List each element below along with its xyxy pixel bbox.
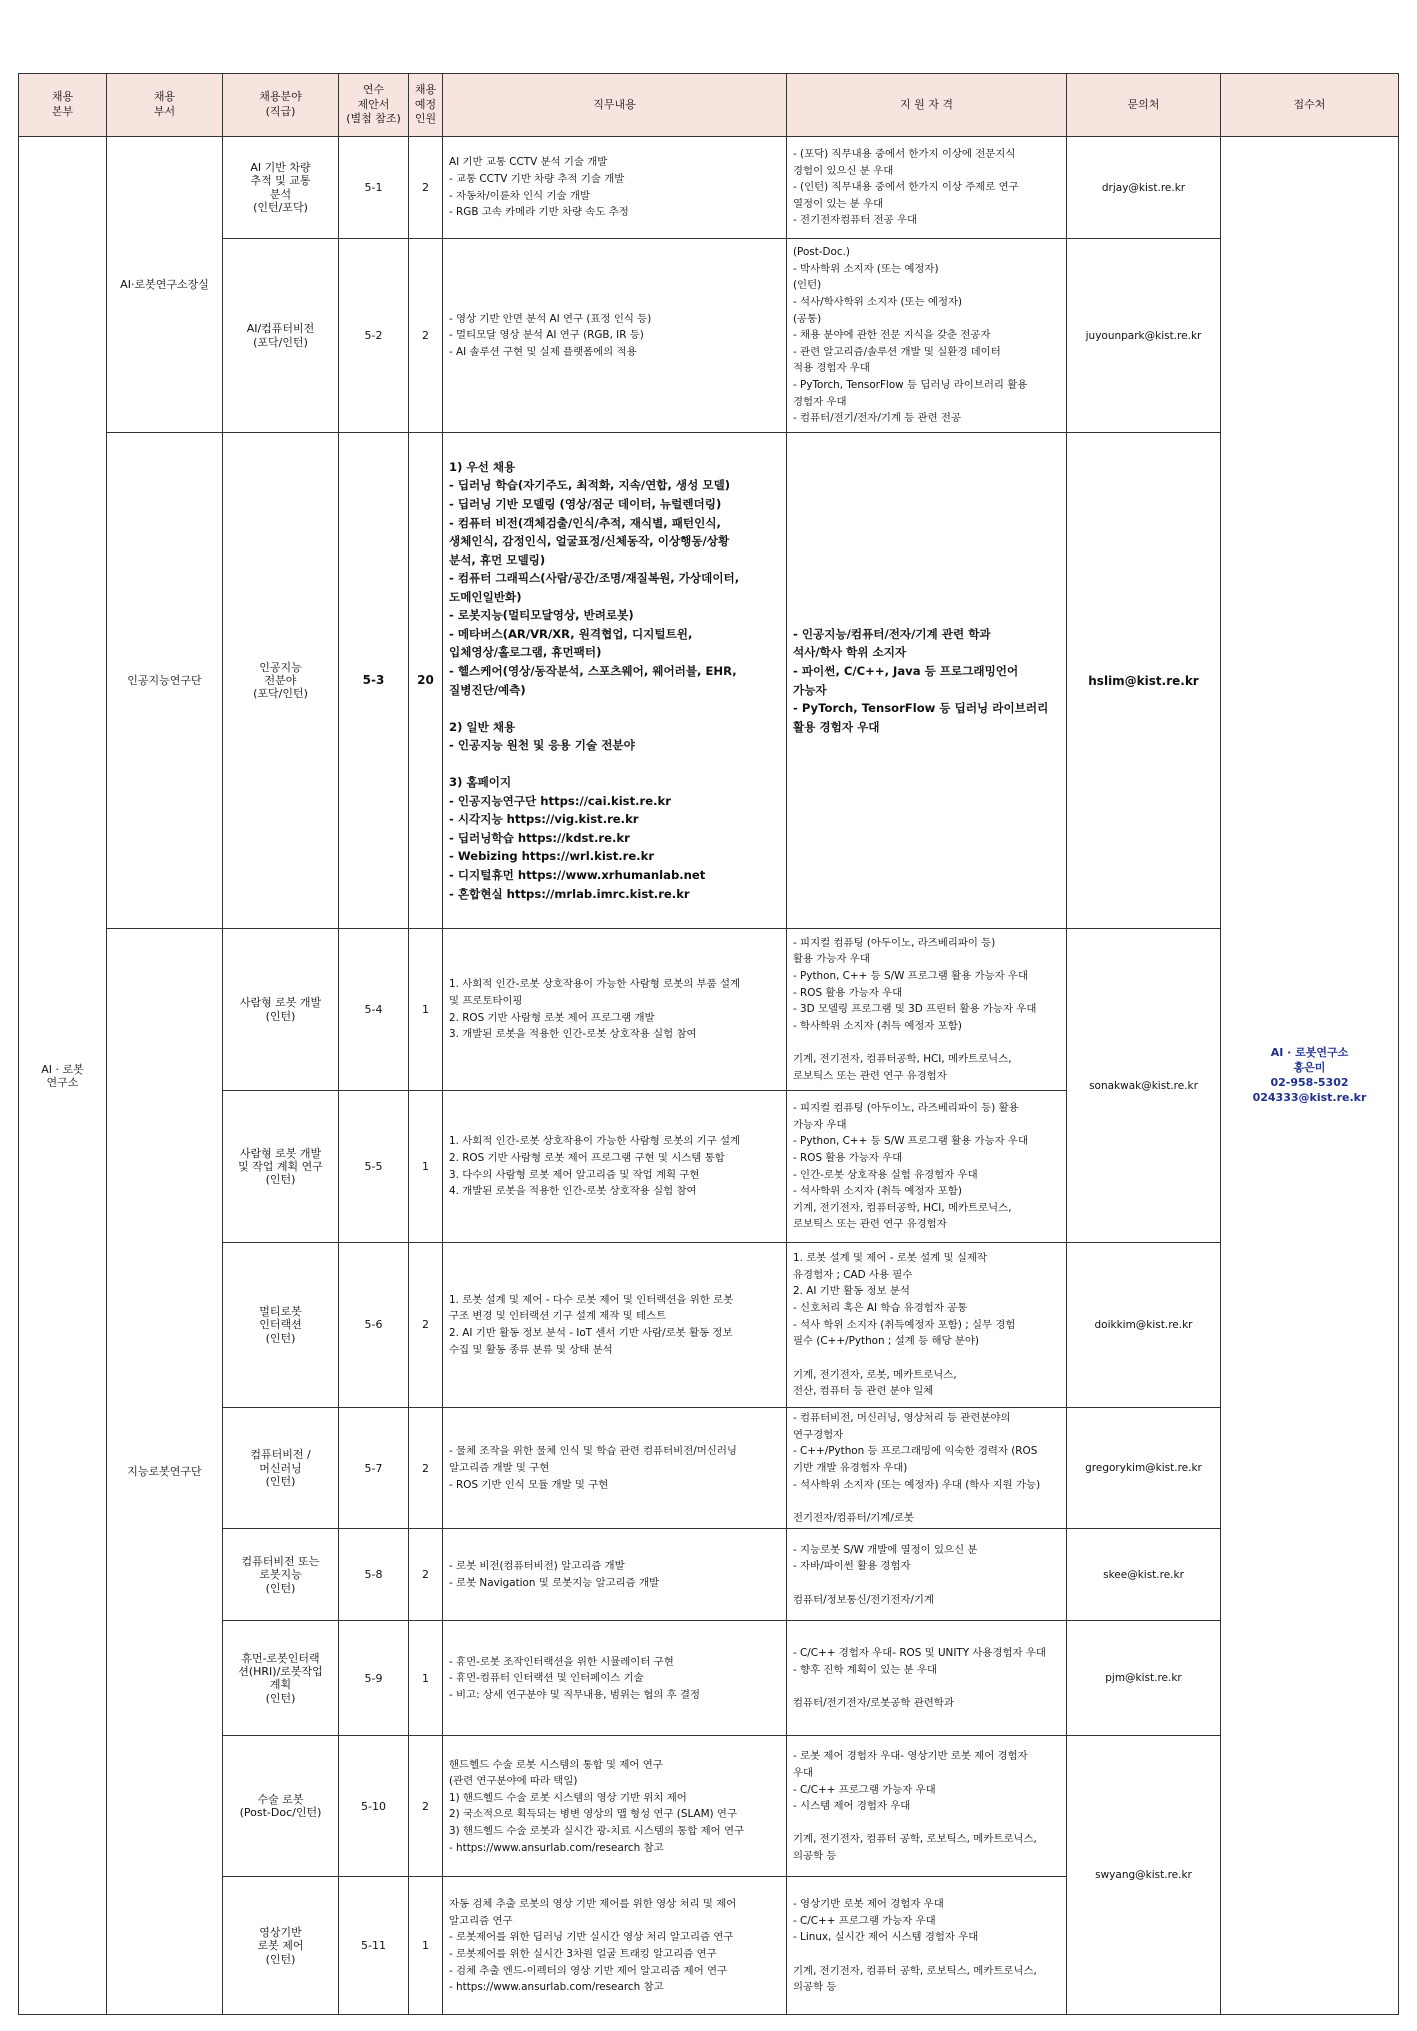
field-cell: 사람형 로봇 개발 (인턴) — [223, 929, 339, 1091]
division-cell: AI · 로봇 연구소 — [19, 137, 107, 2015]
qualification-cell: - 로봇 제어 경험자 우대- 영상기반 로봇 제어 경험자 우대 - C/C++ 프로그램 가능자 우대 - 시스템 제어 경험자 우대 기계, 전기전자, 컴퓨터 공학, 로보틱스, 메카트로닉스, 의공학 등 — [787, 1736, 1067, 1877]
duties-cell: 1. 사회적 인간-로봇 상호작용이 가능한 사람형 로봇의 기구 설계 2. ROS 기반 사람형 로봇 제어 프로그램 구현 및 시스템 통합 3. 다수의 사람형 로봇 제어 알고리즘 및 작업 계획 구현 4. 개발된 로봇을 적용한 인간-로봇 상호작용 실험 참여 — [443, 1091, 787, 1243]
duties-cell: - 영상 기반 안면 분석 AI 연구 (표정 인식 등) - 멀티모달 영상 분석 AI 연구 (RGB, IR 등) - AI 솔루션 구현 및 실제 플랫폼에의 적용 — [443, 239, 787, 433]
contact-email[interactable]: gregorykim@kist.re.kr — [1067, 1408, 1221, 1529]
header-receipt: 접수처 — [1221, 74, 1399, 137]
table-row — [19, 137, 1399, 239]
duties-cell: - 로봇 비전(컴퓨터비전) 알고리즘 개발 - 로봇 Navigation 및 로봇지능 알고리즘 개발 — [443, 1529, 787, 1621]
count-cell: 2 — [409, 1243, 443, 1408]
header-contact: 문의처 — [1067, 74, 1221, 137]
header-proposal: 연수 제안서 (별첨 참조) — [339, 74, 409, 137]
table-row — [19, 433, 1399, 929]
code-cell: 5-11 — [339, 1877, 409, 2015]
table-row — [19, 1408, 1399, 1529]
contact-email[interactable]: juyounpark@kist.re.kr — [1067, 239, 1221, 433]
code-cell: 5-4 — [339, 929, 409, 1091]
count-cell: 1 — [409, 929, 443, 1091]
field-cell: 영상기반 로봇 제어 (인턴) — [223, 1877, 339, 2015]
count-cell: 2 — [409, 1736, 443, 1877]
header-division: 채용 본부 — [19, 74, 107, 137]
code-cell: 5-3 — [339, 433, 409, 929]
field-cell: AI/컴퓨터비전 (포닥/인턴) — [223, 239, 339, 433]
duties-cell: 1) 우선 채용 - 딥러닝 학습(자기주도, 최적화, 지속/연합, 생성 모델) - 딥러닝 기반 모델링 (영상/점군 데이터, 뉴럴렌더링) - 컴퓨터 비전(객체검출/인식/추적, 재식별, 패턴인식, 생체인식, 감정인식, 얼굴표정/신체동작, 이상행동/상황 분석, 휴먼 모델링) - 컴퓨터 그래픽스(사람/공간/조명/재질복원, 가상데이터, 도메인일반화) - 로봇지능(멀티모달영상, 반려로봇) - 메타버스(AR/VR/XR, 원격협업, 디지털트윈, 입체영상/홀로그램, 휴먼팩터) - 헬스케어(영상/동작분석, 스포츠웨어, 웨어러블, EHR, 질병진단/예측) 2) 일반 채용 - 인공지능 원천 및 응용 기술 전분야 3) 홈페이지 - 인공지능연구단 https://cai.kist.re.kr - 시각지능 https://vig.kist.re.kr - 딥러닝학습 https://kdst.re.kr - Webizing https://wrl.kist.re.kr - 디지털휴먼 https://www.xrhumanlab.net - 혼합현실 https://mrlab.imrc.kist.re.kr — [443, 433, 787, 929]
contact-email[interactable]: hslim@kist.re.kr — [1067, 433, 1221, 929]
contact-email[interactable]: pjm@kist.re.kr — [1067, 1621, 1221, 1736]
count-cell: 2 — [409, 239, 443, 433]
table-row — [19, 1243, 1399, 1408]
dept-cell: 지능로봇연구단 — [107, 929, 223, 2015]
header-dept: 채용 부서 — [107, 74, 223, 137]
qualification-cell: - 컴퓨터비전, 머신러닝, 영상처리 등 관련분야의 연구경험자 - C++/Python 등 프로그래밍에 익숙한 경력자 (ROS 기반 개발 유경험자 우대) - 석사학위 소지자 (또는 예정자) 우대 (학사 지원 가능) 전기전자/컴퓨터/기계/로봇 — [787, 1408, 1067, 1529]
qualification-cell: - 영상기반 로봇 제어 경험자 우대 - C/C++ 프로그램 가능자 우대 - Linux, 실시간 제어 시스템 경험자 우대 기계, 전기전자, 컴퓨터 공학, 로보틱스, 메카트로닉스, 의공학 등 — [787, 1877, 1067, 2015]
duties-cell: - 물체 조작을 위한 물체 인식 및 학습 관련 컴퓨터비전/머신러닝 알고리즘 개발 및 구현 - ROS 기반 인식 모듈 개발 및 구현 — [443, 1408, 787, 1529]
contact-email[interactable]: sonakwak@kist.re.kr — [1067, 929, 1221, 1243]
field-cell: 수술 로봇 (Post-Doc/인턴) — [223, 1736, 339, 1877]
qualification-cell: - 지능로봇 S/W 개발에 열정이 있으신 분 - 자바/파이썬 활용 경험자 컴퓨터/정보통신/전기전자/기계 — [787, 1529, 1067, 1621]
code-cell: 5-1 — [339, 137, 409, 239]
count-cell: 1 — [409, 1621, 443, 1736]
code-cell: 5-8 — [339, 1529, 409, 1621]
field-cell: 인공지능 전분야 (포닥/인턴) — [223, 433, 339, 929]
count-cell: 1 — [409, 1877, 443, 2015]
table-row — [19, 1621, 1399, 1736]
field-cell: AI 기반 차량 추적 및 교통 분석 (인턴/포닥) — [223, 137, 339, 239]
count-cell: 2 — [409, 137, 443, 239]
field-cell: 멀티로봇 인터랙션 (인턴) — [223, 1243, 339, 1408]
qualification-cell: - (포닥) 직무내용 중에서 한가지 이상에 전문지식 경험이 있으신 분 우대 - (인턴) 직무내용 중에서 한가지 이상 주제로 연구 열정이 있는 분 우대 - 전기전자컴퓨터 전공 우대 — [787, 137, 1067, 239]
duties-cell: 1. 로봇 설계 및 제어 - 다수 로봇 제어 및 인터랙션을 위한 로봇 구조 변경 및 인터랙션 기구 설계 제작 및 테스트 2. AI 기반 활동 정보 분석 - IoT 센서 기반 사람/로봇 활동 정보 수집 및 활동 종류 분류 및 상태 분석 — [443, 1243, 787, 1408]
field-cell: 컴퓨터비전 / 머신러닝 (인턴) — [223, 1408, 339, 1529]
code-cell: 5-10 — [339, 1736, 409, 1877]
code-cell: 5-7 — [339, 1408, 409, 1529]
field-cell: 컴퓨터비전 또는 로봇지능 (인턴) — [223, 1529, 339, 1621]
field-cell: 사람형 로봇 개발 및 작업 계획 연구 (인턴) — [223, 1091, 339, 1243]
receipt-cell: AI · 로봇연구소 홍은미 02-958-5302 024333@kist.re.kr — [1221, 137, 1399, 2015]
duties-cell: 1. 사회적 인간-로봇 상호작용이 가능한 사람형 로봇의 부품 설계 및 프로토타이핑 2. ROS 기반 사람형 로봇 제어 프로그램 개발 3. 개발된 로봇을 적용한 인간-로봇 상호작용 실험 참여 — [443, 929, 787, 1091]
header-row — [19, 74, 1399, 137]
header-field: 채용분야 (직급) — [223, 74, 339, 137]
duties-cell: 자동 검체 추출 로봇의 영상 기반 제어를 위한 영상 처리 및 제어 알고리즘 연구 - 로봇제어를 위한 딥러닝 기반 실시간 영상 처리 알고리즘 연구 - 로봇제어를 위한 실시간 3차원 얼굴 트래킹 알고리즘 연구 - 검체 추출 엔드-이펙터의 영상 기반 제어 알고리즘 제어 연구 - https://www.ansurlab.com/research 참고 — [443, 1877, 787, 2015]
qualification-cell: (Post-Doc.) - 박사학위 소지자 (또는 예정자) (인턴) - 석사/학사학위 소지자 (또는 예정자) (공통) - 채용 분야에 관한 전문 지식을 갖춘 전공자 - 관련 알고리즘/솔루션 개발 및 실환경 데이터 적용 경험자 우대 - PyTorch, TensorFlow 등 딥러닝 라이브러리 활용 경험자 우대 - 컴퓨터/전기/전자/기계 등 관련 전공 — [787, 239, 1067, 433]
contact-email[interactable]: skee@kist.re.kr — [1067, 1529, 1221, 1621]
contact-email[interactable]: swyang@kist.re.kr — [1067, 1736, 1221, 2015]
table-row — [19, 929, 1399, 1091]
field-cell: 휴먼-로봇인터랙 션(HRI)/로봇작업 계획 (인턴) — [223, 1621, 339, 1736]
qualification-cell: - 피지컬 컴퓨팅 (아두이노, 라즈베리파이 등) 활용 가능자 우대 - Python, C++ 등 S/W 프로그램 활용 가능자 우대 - ROS 활용 가능자 우대 - 3D 모델링 프로그램 및 3D 프린터 활용 가능자 우대 - 학사학위 소지자 (취득 예정자 포함) 기계, 전기전자, 컴퓨터공학, HCI, 메카트로닉스, 로보틱스 또는 관련 연구 유경험자 — [787, 929, 1067, 1091]
qualification-cell: - C/C++ 경험자 우대- ROS 및 UNITY 사용경험자 우대 - 향후 진학 계획이 있는 분 우대 컴퓨터/전기전자/로봇공학 관련학과 — [787, 1621, 1067, 1736]
dept-cell: AI·로봇연구소장실 — [107, 137, 223, 433]
code-cell: 5-5 — [339, 1091, 409, 1243]
count-cell: 2 — [409, 1408, 443, 1529]
table-row — [19, 1736, 1399, 1877]
table-row — [19, 239, 1399, 433]
contact-email[interactable]: drjay@kist.re.kr — [1067, 137, 1221, 239]
code-cell: 5-2 — [339, 239, 409, 433]
header-qualification: 지 원 자 격 — [787, 74, 1067, 137]
header-count: 채용 예정 인원 — [409, 74, 443, 137]
code-cell: 5-6 — [339, 1243, 409, 1408]
count-cell: 20 — [409, 433, 443, 929]
qualification-cell: - 인공지능/컴퓨터/전자/기계 관련 학과 석사/학사 학위 소지자 - 파이썬, C/C++, Java 등 프로그래밍언어 가능자 - PyTorch, TensorFlow 등 딥러닝 라이브러리 활용 경험자 우대 — [787, 433, 1067, 929]
code-cell: 5-9 — [339, 1621, 409, 1736]
dept-cell: 인공지능연구단 — [107, 433, 223, 929]
recruitment-table — [18, 73, 1399, 2015]
qualification-cell: 1. 로봇 설계 및 제어 - 로봇 설계 및 실제작 유경험자 ; CAD 사용 필수 2. AI 기반 활동 정보 분석 - 신호처리 혹은 AI 학습 유경험자 공통 - 석사 학위 소지자 (취득예정자 포함) ; 실무 경험 필수 (C++/Python ; 설계 등 해당 분야) 기계, 전기전자, 로봇, 메카트로닉스, 전산, 컴퓨터 등 관련 분야 일체 — [787, 1243, 1067, 1408]
contact-email[interactable]: doikkim@kist.re.kr — [1067, 1243, 1221, 1408]
table-row — [19, 1529, 1399, 1621]
count-cell: 1 — [409, 1091, 443, 1243]
count-cell: 2 — [409, 1529, 443, 1621]
duties-cell: - 휴먼-로봇 조작인터랙션을 위한 시뮬레이터 구현 - 휴먼-컴퓨터 인터랙션 및 인터페이스 기술 - 비고: 상세 연구분야 및 직무내용, 범위는 협의 후 결정 — [443, 1621, 787, 1736]
header-duties: 직무내용 — [443, 74, 787, 137]
duties-cell: 핸드헬드 수술 로봇 시스템의 통합 및 제어 연구 (관련 연구분야에 따라 택일) 1) 핸드헬드 수술 로봇 시스템의 영상 기반 위치 제어 2) 국소적으로 획득되는 병변 영상의 맵 형성 연구 (SLAM) 연구 3) 핸드헬드 수술 로봇과 실시간 광-치료 시스템의 통합 제어 연구 - https://www.ansurlab.com/research 참고 — [443, 1736, 787, 1877]
qualification-cell: - 피지컬 컴퓨팅 (아두이노, 라즈베리파이 등) 활용 가능자 우대 - Python, C++ 등 S/W 프로그램 활용 가능자 우대 - ROS 활용 가능자 우대 - 인간-로봇 상호작용 실험 유경험자 우대 - 석사학위 소지자 (취득 예정자 포함) 기계, 전기전자, 컴퓨터공학, HCI, 메카트로닉스, 로보틱스 또는 관련 연구 유경험자 — [787, 1091, 1067, 1243]
duties-cell: AI 기반 교통 CCTV 분석 기술 개발 - 교통 CCTV 기반 차량 추적 기술 개발 - 자동차/이륜차 인식 기술 개발 - RGB 고속 카메라 기반 차량 속도 추정 — [443, 137, 787, 239]
